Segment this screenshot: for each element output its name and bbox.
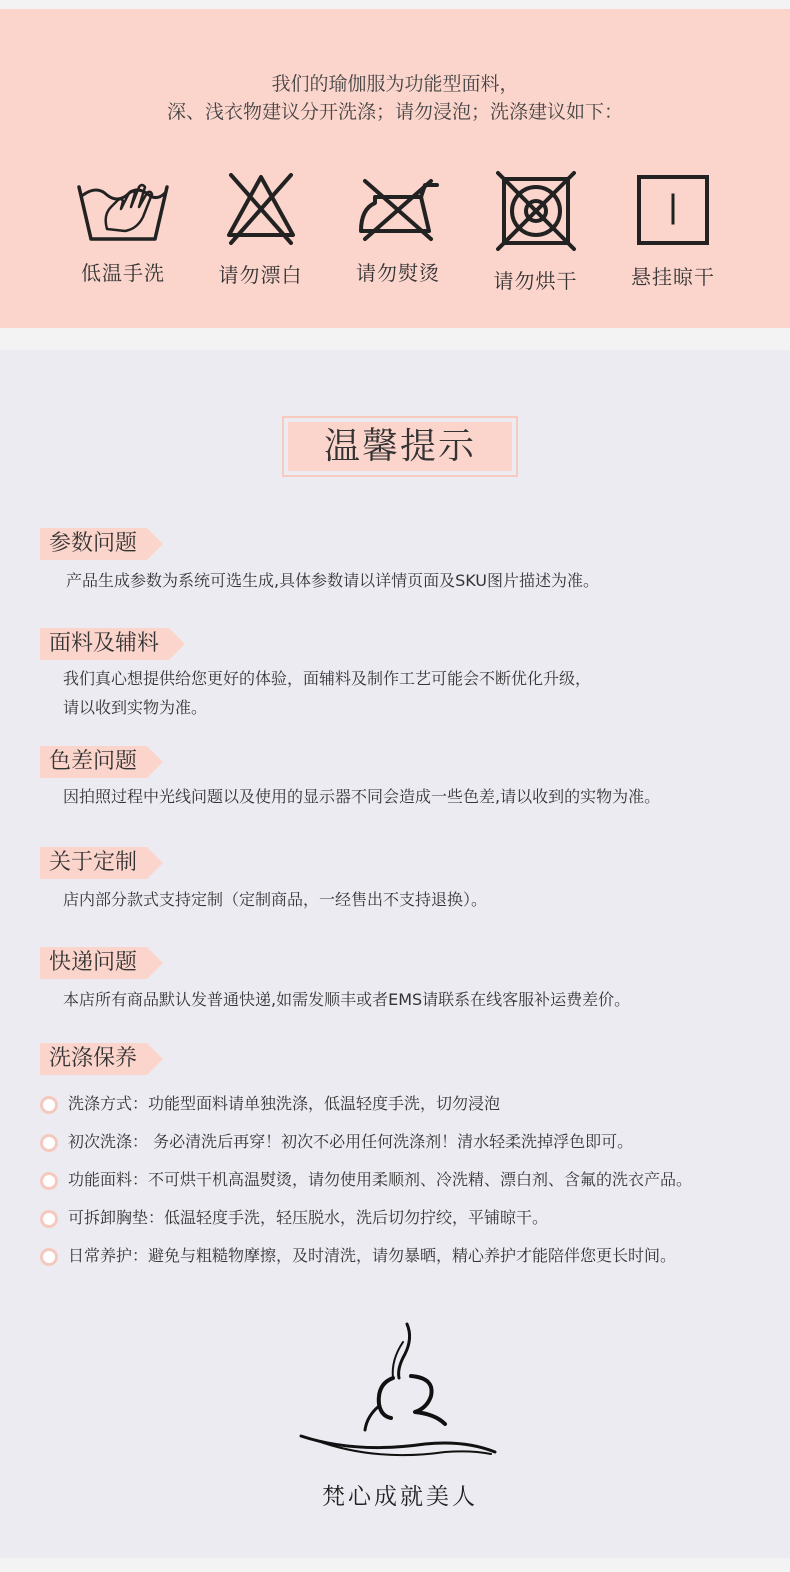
section-heading: 洗涤保养 [40,1043,147,1075]
line-dry-icon [633,171,713,247]
care-item-no-tumble-dry [471,171,601,294]
list-item [40,1199,780,1237]
yoga-figure-logo [295,1320,505,1470]
section-heading: 色差问题 [40,746,147,778]
section-text: 产品生成参数为系统可选生成,具体参数请以详情页面及SKU图片描述为准。 [66,571,600,590]
section-text-line: 我们真心想提供给您更好的体验，面辅料及制作工艺可能会不断优化升级， [63,669,592,688]
section-text: 因拍照过程中光线问题以及使用的显示器不同会造成一些色差,请以收到的实物为准。 [63,787,661,806]
brand-logo [295,1320,505,1511]
care-item-no-iron [333,171,463,294]
list-item [40,1161,780,1199]
no-bleach-icon [221,171,301,245]
tips-panel [0,350,790,1558]
section-text: 本店所有商品默认发普通快递,如需发顺丰或者EMS请联系在线客服补运费差价。 [63,990,631,1009]
section-heading: 关于定制 [40,847,147,879]
list-item [40,1237,780,1275]
list-item [40,1085,780,1123]
section-washing-care [40,1043,780,1275]
care-label-no-tumble-dry: 请勿烘干 [493,269,578,293]
care-instructions-panel [0,9,790,328]
section-heading: 面料及辅料 [40,628,169,660]
section-text [40,664,780,722]
no-tumble-dry-icon [496,171,576,251]
section-text: 店内部分款式支持定制（定制商品，一经售出不支持退换）。 [63,890,488,909]
care-label-line-dry: 悬挂晾干 [631,265,715,289]
list-item-text: 初次洗涤： 务必清洗后再穿！初次不必用任何洗涤剂！清水轻柔洗掉浮色即可。 [68,1132,634,1151]
care-intro [0,70,790,126]
list-item [40,1123,780,1161]
tips-title-box [282,416,518,477]
care-item-hand-wash [58,171,188,294]
care-icon-row [58,171,738,294]
list-item-text: 日常养护：避免与粗糙物摩擦，及时清洗，请勿暴晒，精心养护才能陪伴您更长时间。 [68,1246,677,1265]
circle-bullet-icon [40,1248,58,1266]
section-text-line: 请以收到实物为准。 [63,698,208,717]
list-item-text: 洗涤方式：功能型面料请单独洗涤，低温轻度手洗，切勿浸泡 [68,1094,501,1113]
section-color-difference [40,746,780,811]
no-iron-icon [355,171,441,243]
care-label-no-bleach: 请勿漂白 [218,263,303,287]
care-label-hand-wash: 低温手洗 [81,261,165,285]
list-item-text: 可拆卸胸垫：低温轻度手洗，轻压脱水，洗后切勿拧绞，平铺晾干。 [68,1208,549,1227]
care-intro-line-2: 深、浅衣物建议分开洗涤；请勿浸泡；洗涤建议如下： [166,101,623,123]
circle-bullet-icon [40,1210,58,1228]
brand-slogan: 梵心成就美人 [322,1484,478,1510]
circle-bullet-icon [40,1134,58,1152]
care-label-no-iron: 请勿熨烫 [356,261,440,285]
care-intro-line-1: 我们的瑜伽服为功能型面料， [271,73,519,95]
care-item-line-dry [608,171,738,294]
section-heading: 快递问题 [40,947,147,979]
section-customization [40,847,780,914]
section-heading: 参数问题 [40,528,147,560]
section-fabric [40,628,780,722]
list-item-text: 功能面料：不可烘干机高温熨烫，请勿使用柔顺剂、冷洗精、漂白剂、含氟的洗衣产品。 [68,1170,693,1189]
care-list [40,1085,780,1275]
tips-title: 温馨提示 [288,422,512,471]
care-item-no-bleach [196,171,326,294]
hand-wash-icon [77,171,169,243]
circle-bullet-icon [40,1096,58,1114]
section-shipping [40,947,780,1014]
section-parameters [40,528,780,595]
circle-bullet-icon [40,1172,58,1190]
